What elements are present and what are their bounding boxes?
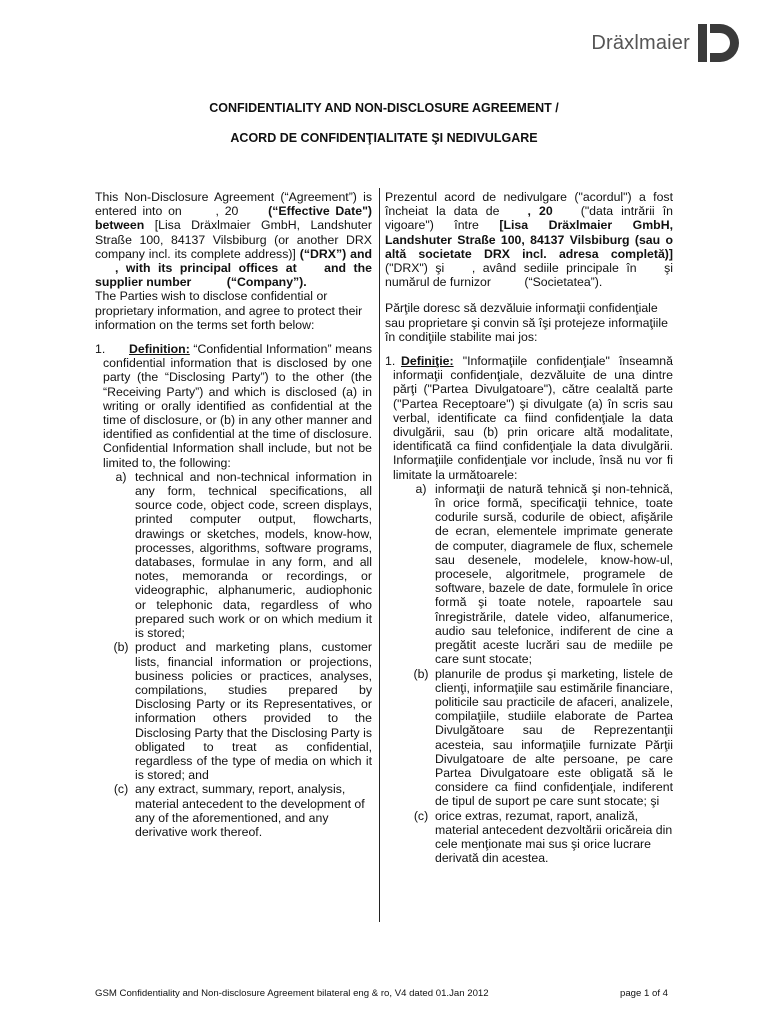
drx-address: [Lisa Dräxlmaier GmbH, Landshuter Straße 100, 84137 Vilsbiburg (or another DRX company incl. its complete address)]	[95, 218, 372, 261]
effective-date-term: ("data intrării în vigoare") între	[385, 204, 673, 233]
column-divider	[379, 188, 380, 922]
principal-offices-term: , având sediile principale în	[471, 261, 637, 276]
draxlmaier-d-logo-icon	[696, 22, 740, 64]
intro-paragraph-romanian	[385, 190, 673, 289]
section-1-definition	[95, 342, 372, 470]
item-label: (c)	[413, 808, 429, 823]
page-number: page 1 of 4	[619, 988, 668, 999]
item-text: informaţii de natură tehnică şi non-tehnică, în orice formă, specificaţii tehnice, toate codurile sursă, codurile de obiect, afişările de ecran, elementele imprimate generate de computer, diagramele de flux, schemele sau desenele, modelele, know-how-ul, procesele, algoritmele, programele de software, bazele de date, formulele în orice formă şi toate notele, rapoartele sau înregistrările, datele video, alfanumerice, audio sau telefonice, indiferent de cine a pregătit aceste lucrări sau de mediile pe care sunt stocate;	[435, 481, 673, 667]
definition-items-list	[407, 482, 673, 865]
document-title-english: CONFIDENTIALITY AND NON-DISCLOSURE AGREEMENT /	[209, 101, 559, 115]
section-1-english	[95, 342, 372, 839]
list-item	[407, 667, 673, 809]
document-title-romanian: ACORD DE CONFIDENŢIALITATE ŞI NEDIVULGARE	[230, 131, 538, 145]
section-1-definition	[385, 354, 673, 482]
logo-text: Dräxlmaier	[591, 31, 690, 54]
principal-offices-term: , with its principal offices at	[115, 261, 297, 276]
intro-paragraph-english	[95, 190, 372, 289]
item-text: orice extras, rezumat, raport, analiză, material antecedent dezvoltării oricăreia din cele menţionate mai sus şi orice lucrare derivată din acestea.	[435, 808, 673, 866]
company-logo	[591, 22, 740, 64]
item-text: technical and non-technical information in any form, technical specifications, all source code, object code, screen displays, printed computer output, flowcharts, drawings or sketches, models, know-how, processes, algorithms, software programs, databases, formulae in any form, and all notes, memoranda or recordings, or videographic, alphanumeric, audiophonic or telephonic data, regardless of who prepared such work or on which medium it is stored;	[135, 469, 372, 641]
section-text: "Informaţiile confidenţiale" înseamnă informaţii confidenţiale, dezvăluite de una dintre părţi ("Partea Divulgatoare"), către cealaltă parte ("Partea Receptoare") şi divulgate (a) în scris sau verbal, identificate ca fiind confidenţiale la data divulgării, sau (b) prin oricare altă modalitate, identificată ca fiind confidenţiale la data divulgării. Informaţiile confidenţiale vor include, însă nu vor fi limitate la următoarele:	[393, 354, 673, 482]
item-label: (c)	[113, 782, 129, 797]
intro-purpose-romanian: Părţile doresc să dezvăluie informaţii confidenţiale sau proprietare şi convin să îşi protejeze informaţiile în condiţiile stabilite mai jos:	[385, 301, 668, 344]
intro-text: Prezentul acord de nedivulgare ("acordul") a fost încheiat la data de	[385, 190, 673, 219]
section-number: 1.	[385, 354, 396, 369]
list-item	[407, 482, 673, 667]
drx-term: (“DRX”) and	[299, 246, 373, 261]
english-column	[95, 190, 372, 839]
section-1-romanian	[385, 354, 673, 865]
intro-text: This Non-Disclosure Agreement (“Agreement”) is entered into on	[95, 190, 372, 219]
item-text: planurile de produs şi marketing, listele de clienţi, informaţiile sau estimările financiare, politicile sau practicile de afaceri, analizele, compilaţiile, studiile elaborate de Partea Divulgătoare sau de Reprezentanţii acesteia, sau informaţiile furnizate Părţii Divulgatoare de alte persoane, pe care Partea Divulgatoare este obligată să le considere ca fiind confidenţiale, indiferent de tipul de suport pe care sunt stocate; şi	[435, 666, 673, 809]
item-label: (b)	[113, 640, 129, 655]
supplier-number-term: and the supplier number	[95, 261, 372, 290]
drx-term: ("DRX") şi	[385, 261, 445, 276]
list-item	[107, 640, 372, 782]
footer-document-info: GSM Confidentiality and Non-disclosure Agreement bilateral eng & ro, V4 dated 01.Jan 2012	[95, 988, 489, 999]
section-text: “Confidential Information” means confidential information that is disclosed by one party (the “Disclosing Party”) to the other (the “Receiving Party”) and which is disclosed (a) in writing or orally identified as confidential at the time of disclosure, or (b) in any other manner and identified as confidential at the time of disclosure. Confidential Information shall include, but not be limited to, the following:	[103, 342, 372, 470]
supplier-number-term: şi numărul de furnizor	[385, 261, 674, 290]
item-label: a)	[115, 469, 127, 484]
intro-purpose-english: The Parties wish to disclose confidential or proprietary information, and agree to protect their information on the terms set forth below:	[95, 289, 363, 332]
item-label: (b)	[413, 666, 429, 681]
effective-date-term: (“Effective Date") between	[95, 204, 373, 233]
company-term: (“Societatea”).	[524, 275, 603, 290]
intro-year: , 20	[215, 204, 239, 219]
romanian-column	[385, 190, 673, 865]
item-text: product and marketing plans, customer lists, financial information or projections, business policies or practices, analyses, compilations, studies prepared by Disclosing Party or its Representatives, or information others provided to the Disclosing Party that the Disclosing Party is obligated to treat as confidential, regardless of the type of media on which it is stored; and	[135, 640, 372, 783]
section-number: 1.	[95, 342, 106, 357]
section-heading: Definition:	[129, 342, 190, 357]
company-term: (“Company”).	[226, 275, 307, 290]
section-heading: Definiţie:	[401, 354, 454, 369]
intro-year: , 20	[527, 204, 553, 219]
drx-address: [Lisa Dräxlmaier GmbH, Landshuter Straße 100, 84137 Vilsbiburg (sau o altă societate DRX incl. adresa completă)]	[385, 218, 673, 261]
definition-items-list	[107, 470, 372, 839]
list-item	[107, 782, 372, 839]
item-text: any extract, summary, report, analysis, material antecedent to the development of any of the aforementioned, and any derivative work thereof.	[135, 782, 365, 839]
page-footer	[95, 988, 668, 999]
list-item	[107, 470, 372, 640]
list-item	[407, 809, 673, 866]
item-label: a)	[415, 481, 427, 496]
